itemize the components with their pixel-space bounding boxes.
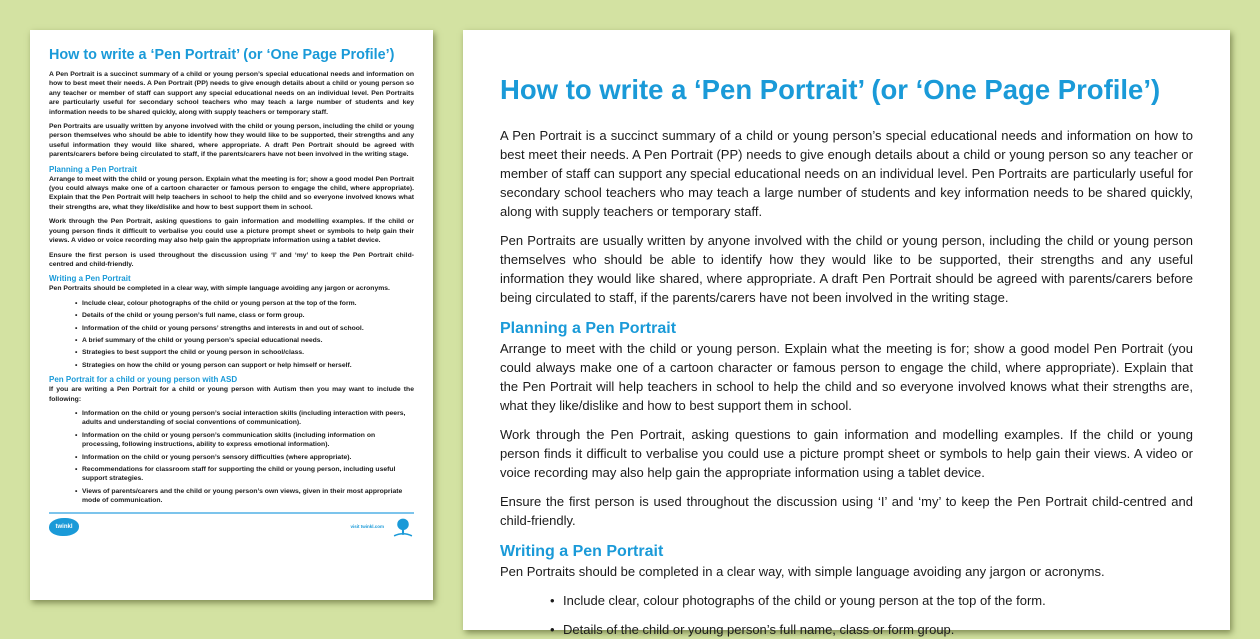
list-item: • Information on the child or young person’s communication skills (including information on processing, following instructions, ability to express emotional information). — [75, 431, 414, 450]
intro-paragraph: A Pen Portrait is a succinct summary of a child or young person’s special educational needs and information on how to best meet their needs. A Pen Portrait (PP) needs to give enough details about a child or young person so any teacher or member of staff can support any special educational needs on an individual level. Pen Portraits are particularly useful for secondary school teachers who may teach a large number of students and key information needs to be shared quickly, along with supply teachers or temporary staff. — [500, 128, 1193, 219]
twinkl-logo: twinkl — [49, 518, 79, 536]
writing-intro: Pen Portraits should be completed in a clear way, with simple language avoiding any jargon or acronyms. — [500, 564, 1105, 579]
list-item: • Strategies on how the child or young person can support or help himself or herself. — [75, 361, 414, 370]
planning-paragraph: Work through the Pen Portrait, asking questions to gain information and modelling examples. If the child or young person finds it difficult to verbalise you could use a picture prompt sheet or symbols to help gain their views. A video or voice recording may also help gain the appropriate information using a tablet device. — [500, 427, 1193, 480]
section-heading-writing: Writing a Pen Portrait — [500, 543, 664, 560]
list-item: • Information on the child or young person’s social interaction skills (including interaction with peers, adults and understanding of social conventions of communication). — [75, 409, 414, 428]
section-heading-planning: Planning a Pen Portrait — [49, 164, 138, 174]
planning-paragraph: Arrange to meet with the child or young person. Explain what the meeting is for; show a good model Pen Portrait (you could always make one of a cartoon character or famous person to engage the child, where appropriate). Explain that the Pen Portrait will help teachers in school to help the child and so everyone involved knows what their strengths are, what they like/dislike and how to best support them in school. — [500, 341, 1193, 413]
planning-paragraph: Work through the Pen Portrait, asking questions to gain information and modelling examples. If the child or young person finds it difficult to verbalise you could use a picture prompt sheet or symbols to help gain their views. A video or voice recording may also help gain the appropriate information using a tablet device. — [49, 218, 414, 245]
tree-logo-icon — [392, 517, 414, 539]
list-item: • Views of parents/carers and the child or young person’s own views, given in their most appropriate mode of communication. — [75, 487, 414, 506]
asd-bullet-list — [49, 409, 414, 506]
list-item: • Details of the child or young person’s full name, class or form group. — [550, 620, 1193, 639]
list-item: • Information on the child or young person’s sensory difficulties (where appropriate). — [75, 453, 414, 462]
list-item: • A brief summary of the child or young person’s special educational needs. — [75, 336, 414, 345]
document-preview — [463, 30, 1230, 637]
planning-paragraph: Ensure the first person is used throughout the discussion using ‘I’ and ‘my’ to keep the Pen Portrait child-centred and child-friendly. — [49, 251, 414, 268]
planning-paragraph: Ensure the first person is used throughout the discussion using ‘I’ and ‘my’ to keep the Pen Portrait child-centred and child-friendly. — [500, 494, 1193, 528]
intro-paragraph: Pen Portraits are usually written by anyone involved with the child or young person, including the child or young person themselves who should be able to identify how they would like to be supported, their strengths and any useful information they would like shared, where appropriate. A draft Pen Portrait should be agreed with parents/carers before being circulated to staff, if the parents/carers have not been involved in the writing stage. — [49, 123, 414, 159]
document-title: How to write a ‘Pen Portrait’ (or ‘One Page Profile’) — [49, 47, 395, 63]
document-thumbnail[interactable] — [30, 30, 433, 600]
section-heading-planning: Planning a Pen Portrait — [500, 320, 677, 337]
document-title: How to write a ‘Pen Portrait’ (or ‘One Page Profile’) — [500, 74, 1161, 105]
visit-link: visit twinkl.com — [350, 523, 384, 529]
writing-bullet-list — [49, 299, 414, 370]
list-item: • Recommendations for classroom staff for supporting the child or young person, including useful support strategies. — [75, 465, 414, 484]
list-item: • Details of the child or young person’s full name, class or form group. — [75, 311, 414, 320]
section-heading-writing: Writing a Pen Portrait — [49, 274, 131, 284]
planning-paragraph: Arrange to meet with the child or young person. Explain what the meeting is for; show a good model Pen Portrait (you could always make one of a cartoon character or famous person to engage the child, where appropriate). Explain that the Pen Portrait will help teachers in school to help the child and so everyone involved knows what their strengths are, what they like/dislike and how to best support them in school. — [49, 175, 414, 211]
document-footer — [49, 512, 414, 546]
list-item: • Information of the child or young persons’ strengths and interests in and out of school. — [75, 324, 414, 333]
list-item: • Strategies to best support the child or young person in school/class. — [75, 348, 414, 357]
list-item: • Include clear, colour photographs of the child or young person at the top of the form. — [550, 591, 1193, 610]
section-heading-asd: Pen Portrait for a child or young person with ASD — [49, 375, 238, 385]
asd-intro: If you are writing a Pen Portrait for a child or young person with Autism then you may want to include the following: — [49, 386, 414, 403]
writing-bullet-list — [500, 591, 1193, 639]
list-item: • Include clear, colour photographs of the child or young person at the top of the form. — [75, 299, 414, 308]
intro-paragraph: Pen Portraits are usually written by anyone involved with the child or young person, including the child or young person themselves who should be able to identify how they would like to be supported, their strengths and any useful information they would like shared, where appropriate. A draft Pen Portrait should be agreed with parents/carers before being circulated to staff, if the parents/carers have not been involved in the writing stage. — [500, 233, 1193, 305]
writing-intro: Pen Portraits should be completed in a clear way, with simple language avoiding any jargon or acronyms. — [49, 285, 390, 293]
intro-paragraph: A Pen Portrait is a succinct summary of a child or young person’s special educational needs and information on how to best meet their needs. A Pen Portrait (PP) needs to give enough details about a child or young person so any teacher or member of staff can support any special educational needs on an individual level. Pen Portraits are particularly useful for secondary school teachers who may teach a large number of students and key information needs to be shared quickly, along with supply teachers or temporary staff. — [49, 71, 414, 116]
